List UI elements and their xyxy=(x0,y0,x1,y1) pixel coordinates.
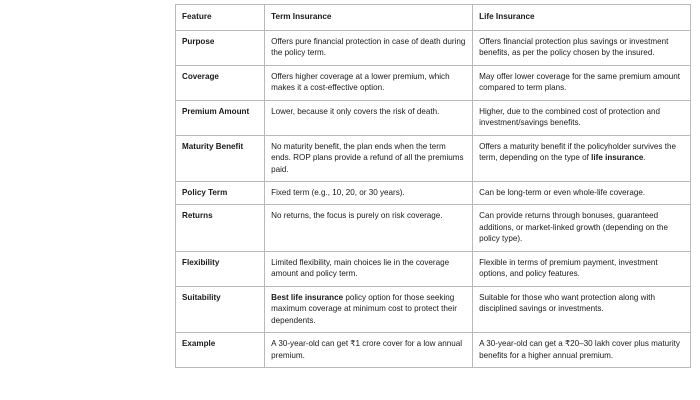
column-header-term-insurance: Term Insurance xyxy=(265,5,473,31)
row-feature-suitability: Suitability xyxy=(176,286,265,332)
row-feature-premium-amount: Premium Amount xyxy=(176,100,265,135)
column-header-feature: Feature xyxy=(176,5,265,31)
cell-term-suitability-text: policy option for those seeking maximum coverage at minimum cost to protect their dependents. xyxy=(271,292,457,325)
cell-term-purpose: Offers pure financial protection in case of death during the policy term. xyxy=(265,30,473,65)
table-row xyxy=(176,205,691,251)
row-feature-purpose: Purpose xyxy=(176,30,265,65)
cell-life-premium-amount: Higher, due to the combined cost of protection and investment/savings benefits. xyxy=(473,100,691,135)
cell-life-maturity-benefit xyxy=(473,135,691,181)
table-row xyxy=(176,65,691,100)
cell-term-returns: No returns, the focus is purely on risk coverage. xyxy=(265,205,473,251)
column-header-life-insurance: Life Insurance xyxy=(473,5,691,31)
cell-life-returns: Can provide returns through bonuses, guaranteed additions, or market-linked growth (depending on the policy type). xyxy=(473,205,691,251)
cell-term-policy-term: Fixed term (e.g., 10, 20, or 30 years). xyxy=(265,182,473,205)
cell-life-suitability: Suitable for those who want protection along with disciplined savings or investments. xyxy=(473,286,691,332)
row-feature-maturity-benefit: Maturity Benefit xyxy=(176,135,265,181)
table-row xyxy=(176,30,691,65)
row-feature-policy-term: Policy Term xyxy=(176,182,265,205)
table-row xyxy=(176,333,691,368)
table-header-row xyxy=(176,5,691,31)
cell-term-example: A 30-year-old can get ₹1 crore cover for a low annual premium. xyxy=(265,333,473,368)
cell-term-suitability xyxy=(265,286,473,332)
cell-life-maturity-benefit-text: Offers a maturity benefit if the policyholder survives the term, depending on the type of xyxy=(479,141,676,163)
cell-life-coverage: May offer lower coverage for the same premium amount compared to term plans. xyxy=(473,65,691,100)
row-feature-example: Example xyxy=(176,333,265,368)
cell-life-policy-term: Can be long-term or even whole-life coverage. xyxy=(473,182,691,205)
row-feature-flexibility: Flexibility xyxy=(176,251,265,286)
comparison-table xyxy=(175,4,691,368)
table-row xyxy=(176,100,691,135)
table-row xyxy=(176,286,691,332)
table-row xyxy=(176,251,691,286)
cell-life-flexibility: Flexible in terms of premium payment, investment options, and policy features. xyxy=(473,251,691,286)
cell-term-maturity-benefit: No maturity benefit, the plan ends when the term ends. ROP plans provide a refund of all the premiums paid. xyxy=(265,135,473,181)
row-feature-returns: Returns xyxy=(176,205,265,251)
cell-term-flexibility: Limited flexibility, main choices lie in the coverage amount and policy term. xyxy=(265,251,473,286)
table-body xyxy=(176,30,691,368)
table-row xyxy=(176,182,691,205)
cell-life-example: A 30-year-old can get a ₹20–30 lakh cover plus maturity benefits for a higher annual premium. xyxy=(473,333,691,368)
cell-life-maturity-benefit-emphasis: life insurance xyxy=(591,153,644,163)
cell-term-premium-amount: Lower, because it only covers the risk of death. xyxy=(265,100,473,135)
cell-life-maturity-benefit-text-end: . xyxy=(643,153,646,163)
cell-term-suitability-emphasis: Best life insurance xyxy=(271,292,344,302)
table-row xyxy=(176,135,691,181)
row-feature-coverage: Coverage xyxy=(176,65,265,100)
table-header xyxy=(176,5,691,31)
cell-life-purpose: Offers financial protection plus savings or investment benefits, as per the policy chosen by the insured. xyxy=(473,30,691,65)
cell-term-coverage: Offers higher coverage at a lower premium, which makes it a cost-effective option. xyxy=(265,65,473,100)
